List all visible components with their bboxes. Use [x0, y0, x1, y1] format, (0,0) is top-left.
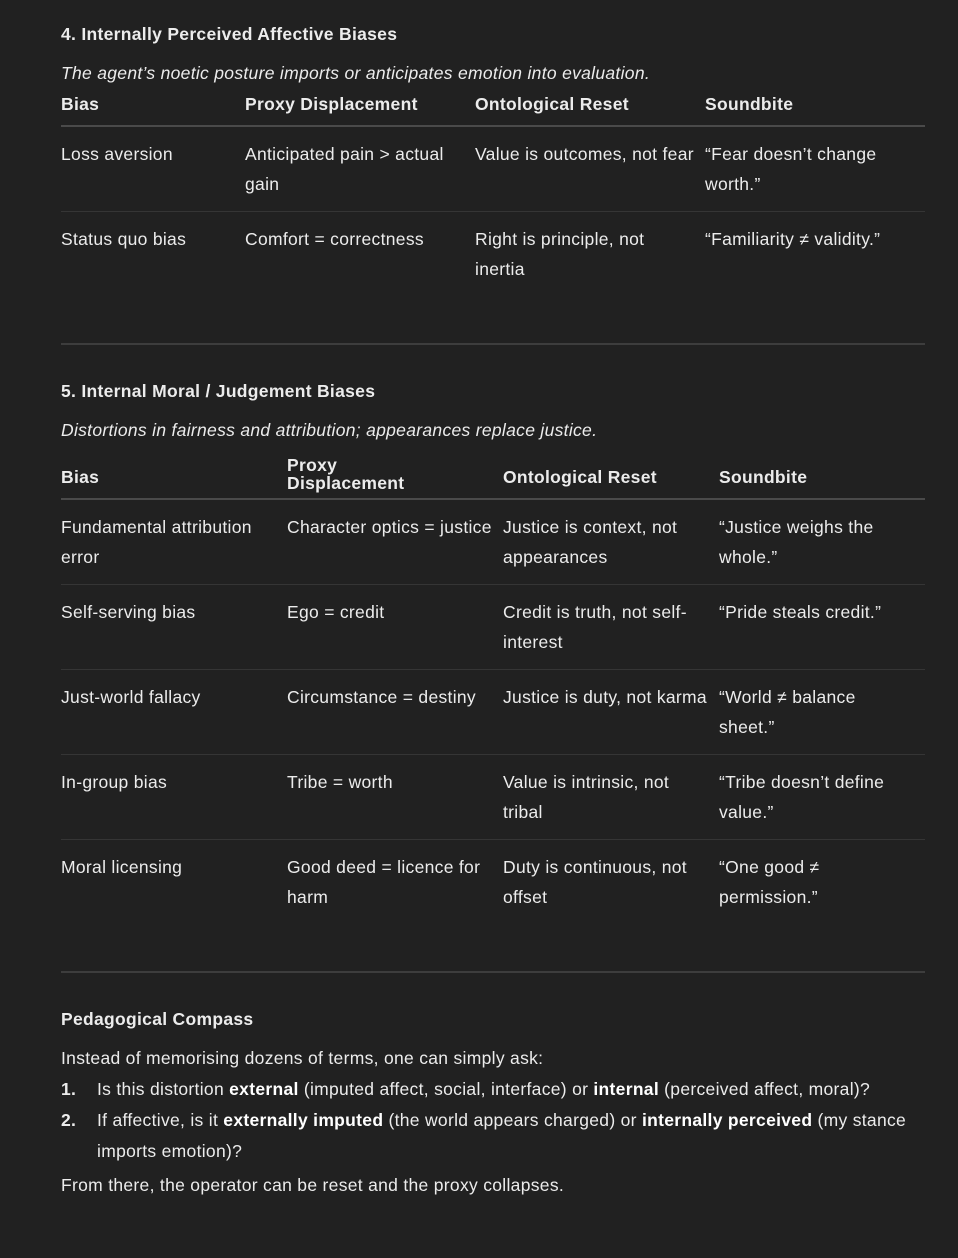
- soundbite-cell: “Familiarity ≠ validity.”: [705, 229, 881, 249]
- question-text: (perceived affect, moral)?: [659, 1079, 871, 1099]
- compass-question: [61, 1074, 925, 1105]
- section-4: [61, 22, 925, 296]
- list-number: 1.: [61, 1079, 77, 1099]
- emphasis-text: internal: [593, 1079, 659, 1099]
- compass-conclusion: From there, the operator can be reset and the proxy collapses.: [61, 1175, 565, 1195]
- table-header-row: [61, 456, 925, 499]
- table-row: [61, 212, 925, 297]
- table-row: [61, 499, 925, 585]
- bias-cell: Moral licensing: [61, 857, 183, 877]
- emphasis-text: internally perceived: [641, 1110, 813, 1130]
- reset-cell: Value is intrinsic, not tribal: [503, 755, 719, 840]
- column-header: Bias: [61, 456, 287, 499]
- column-header: Ontological Reset: [503, 456, 719, 499]
- bias-cell: Fundamental attribution error: [61, 499, 287, 585]
- question-text: (imputed affect, social, interface) or: [298, 1079, 594, 1099]
- section-5: [61, 379, 925, 924]
- soundbite-cell: “World ≠ balance sheet.”: [719, 670, 925, 755]
- compass-section: [61, 1007, 925, 1197]
- proxy-cell: Comfort = correctness: [245, 229, 424, 249]
- column-header: Proxy Displacement: [287, 456, 503, 499]
- table-row: [61, 840, 925, 925]
- emphasis-text: externally imputed: [223, 1110, 384, 1130]
- column-header: Bias: [61, 89, 245, 126]
- table-row: [61, 670, 925, 755]
- compass-intro: Instead of memorising dozens of terms, one can simply ask:: [61, 1048, 544, 1068]
- reset-cell: Justice is duty, not karma: [503, 670, 719, 755]
- proxy-cell: Ego = credit: [287, 585, 503, 670]
- proxy-cell: Character optics = justice: [287, 499, 503, 585]
- proxy-cell: Good deed = licence for harm: [287, 857, 481, 907]
- column-header: Soundbite: [719, 456, 925, 499]
- bias-cell: In-group bias: [61, 755, 287, 840]
- question-text: (the world appears charged) or: [383, 1110, 642, 1130]
- section-5-subtitle: Distortions in fairness and attribution; appearances replace justice.: [61, 420, 598, 440]
- reset-cell: Value is outcomes, not fear: [475, 126, 705, 212]
- table-header-row: [61, 89, 925, 126]
- soundbite-cell: “Fear doesn’t change worth.”: [705, 126, 925, 212]
- reset-cell: Right is principle, not inertia: [475, 229, 645, 279]
- reset-cell: Justice is context, not appearances: [503, 499, 719, 585]
- table-row: [61, 126, 925, 212]
- soundbite-cell: “Justice weighs the whole.”: [719, 499, 925, 585]
- column-header: Ontological Reset: [475, 89, 705, 126]
- bias-cell: Loss aversion: [61, 126, 245, 212]
- question-text: If affective, is it: [97, 1110, 224, 1130]
- proxy-cell: Circumstance = destiny: [287, 670, 503, 755]
- proxy-cell: Tribe = worth: [287, 755, 503, 840]
- bias-cell: Just-world fallacy: [61, 670, 287, 755]
- section-4-subtitle: The agent’s noetic posture imports or anticipates emotion into evaluation.: [61, 63, 651, 83]
- list-number: 2.: [61, 1110, 77, 1130]
- table-row: [61, 585, 925, 670]
- compass-title: Pedagogical Compass: [61, 1009, 254, 1029]
- proxy-cell: Anticipated pain > actual gain: [245, 126, 475, 212]
- table-row: [61, 755, 925, 840]
- bias-cell: Status quo bias: [61, 229, 187, 249]
- reset-cell: Duty is continuous, not offset: [503, 857, 687, 907]
- column-header: Proxy Displacement: [245, 89, 475, 126]
- divider: [61, 971, 925, 973]
- bias-cell: Self-serving bias: [61, 585, 287, 670]
- compass-questions: [61, 1074, 925, 1167]
- compass-question: [61, 1105, 925, 1167]
- question-text: (my stance imports emotion)?: [97, 1110, 907, 1161]
- emphasis-text: external: [229, 1079, 299, 1099]
- divider: [61, 343, 925, 345]
- soundbite-cell: “Pride steals credit.”: [719, 585, 925, 670]
- section-5-title: 5. Internal Moral / Judgement Biases: [61, 381, 376, 401]
- bias-table-4: [61, 89, 925, 296]
- soundbite-cell: “Tribe doesn’t define value.”: [719, 755, 925, 840]
- section-4-title: 4. Internally Perceived Affective Biases: [61, 24, 398, 44]
- reset-cell: Credit is truth, not self-interest: [503, 585, 719, 670]
- column-header: Soundbite: [705, 89, 925, 126]
- question-text: Is this distortion: [97, 1079, 230, 1099]
- bias-table-5: [61, 456, 925, 924]
- soundbite-cell: “One good ≠ permission.”: [719, 857, 820, 907]
